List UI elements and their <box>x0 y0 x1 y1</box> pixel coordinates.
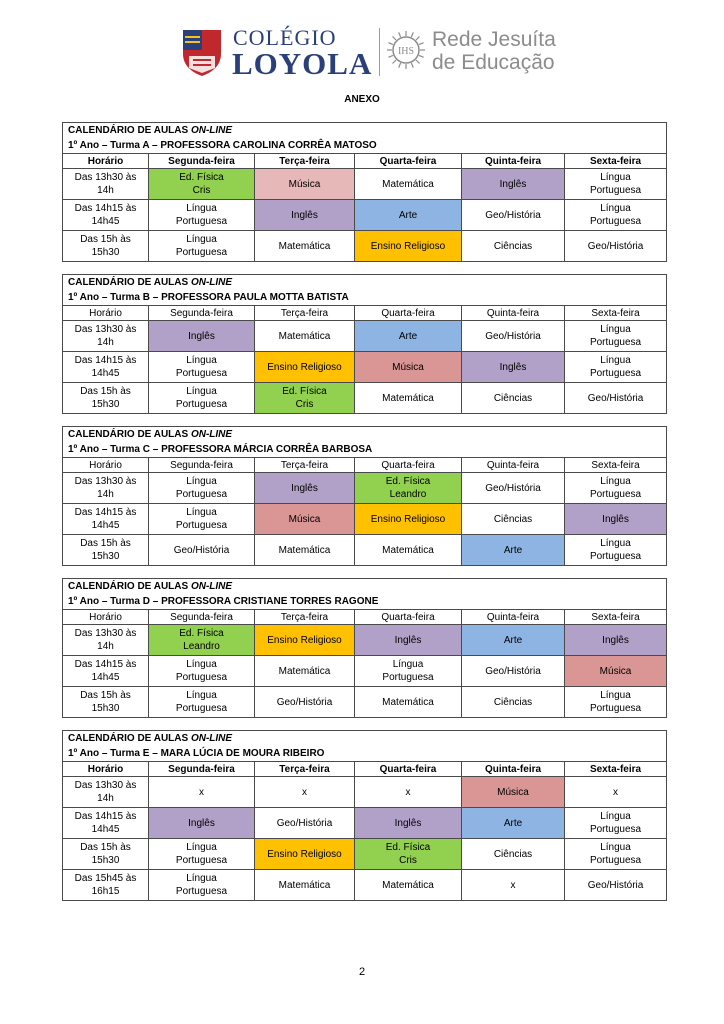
table-row <box>63 839 667 870</box>
class-cell: Música <box>565 656 667 687</box>
table-row <box>63 383 667 414</box>
table-title: CALENDÁRIO DE AULAS ON-LINE <box>63 123 667 139</box>
schedule-table-turma-c <box>62 426 667 566</box>
col-header-terca: Terça-feira <box>255 762 355 777</box>
class-cell: Geo/História <box>565 231 667 262</box>
time-cell: Das 14h15 às 14h45 <box>63 352 149 383</box>
class-cell: Ensino Religioso <box>255 839 355 870</box>
class-cell: Inglês <box>255 473 355 504</box>
class-cell: Ed. Física Leandro <box>355 473 462 504</box>
class-cell: Matemática <box>355 870 462 901</box>
schedule-table-turma-b <box>62 274 667 414</box>
time-cell: Das 15h às 15h30 <box>63 839 149 870</box>
network-name-line2: de Educação <box>432 51 555 74</box>
class-cell: Inglês <box>355 625 462 656</box>
col-header-segunda: Segunda-feira <box>149 610 255 625</box>
class-cell: Geo/História <box>462 200 565 231</box>
class-cell: Língua Portuguesa <box>149 656 255 687</box>
schedule-table-turma-a <box>62 122 667 262</box>
table-title: CALENDÁRIO DE AULAS ON-LINE <box>63 427 667 443</box>
class-cell: Arte <box>462 535 565 566</box>
class-cell: Língua Portuguesa <box>565 808 667 839</box>
time-cell: Das 14h15 às 14h45 <box>63 200 149 231</box>
header-row <box>63 154 667 169</box>
col-header-terca: Terça-feira <box>255 154 355 169</box>
class-cell: Ensino Religioso <box>355 504 462 535</box>
class-cell: Língua Portuguesa <box>565 535 667 566</box>
class-cell: Língua Portuguesa <box>149 383 255 414</box>
class-cell: Arte <box>355 321 462 352</box>
class-cell: Língua Portuguesa <box>149 870 255 901</box>
class-cell: Língua Portuguesa <box>565 839 667 870</box>
table-row <box>63 625 667 656</box>
class-cell: x <box>255 777 355 808</box>
class-cell: Ciências <box>462 839 565 870</box>
col-header-quinta: Quinta-feira <box>462 306 565 321</box>
class-cell: Geo/História <box>255 808 355 839</box>
col-header-quarta: Quarta-feira <box>355 610 462 625</box>
class-cell: Geo/História <box>462 321 565 352</box>
col-header-terca: Terça-feira <box>255 610 355 625</box>
table-row <box>63 504 667 535</box>
class-cell: Ciências <box>462 383 565 414</box>
col-header-sexta: Sexta-feira <box>565 458 667 473</box>
class-cell: Arte <box>355 200 462 231</box>
time-cell: Das 14h15 às 14h45 <box>63 504 149 535</box>
class-cell: Ciências <box>462 231 565 262</box>
class-cell: Geo/História <box>255 687 355 718</box>
table-title: CALENDÁRIO DE AULAS ON-LINE <box>63 579 667 595</box>
class-cell: Língua Portuguesa <box>149 352 255 383</box>
table-row <box>63 687 667 718</box>
class-cell: Matemática <box>255 231 355 262</box>
schedule-table-turma-d <box>62 578 667 718</box>
class-cell: x <box>355 777 462 808</box>
class-cell: Inglês <box>565 504 667 535</box>
class-cell: Língua Portuguesa <box>149 200 255 231</box>
class-cell: Língua Portuguesa <box>149 839 255 870</box>
class-cell: Língua Portuguesa <box>565 169 667 200</box>
time-cell: Das 15h45 às 16h15 <box>63 870 149 901</box>
school-name-line2: LOYOLA <box>232 46 373 81</box>
class-cell: x <box>149 777 255 808</box>
class-cell: Matemática <box>355 383 462 414</box>
table-subtitle: 1º Ano – Turma A – PROFESSORA CAROLINA CORRÊA MATOSO <box>63 138 667 154</box>
table-row <box>63 870 667 901</box>
class-cell: Língua Portuguesa <box>149 231 255 262</box>
class-cell: Ed. Física Cris <box>149 169 255 200</box>
class-cell: Ed. Física Cris <box>255 383 355 414</box>
class-cell: Ensino Religioso <box>255 625 355 656</box>
class-cell: Geo/História <box>462 656 565 687</box>
col-header-segunda: Segunda-feira <box>149 306 255 321</box>
class-cell: Música <box>462 777 565 808</box>
class-cell: Ensino Religioso <box>355 231 462 262</box>
page-number: 2 <box>358 966 366 978</box>
col-header-horario: Horário <box>63 306 149 321</box>
table-subtitle: 1º Ano – Turma D – PROFESSORA CRISTIANE TORRES RAGONE <box>63 594 667 610</box>
class-cell: Língua Portuguesa <box>565 687 667 718</box>
class-cell: Língua Portuguesa <box>565 200 667 231</box>
header-row <box>63 458 667 473</box>
class-cell: Inglês <box>149 321 255 352</box>
class-cell: Ed. Física Leandro <box>149 625 255 656</box>
time-cell: Das 13h30 às 14h <box>63 777 149 808</box>
table-row <box>63 473 667 504</box>
class-cell: Matemática <box>355 535 462 566</box>
class-cell: Inglês <box>255 200 355 231</box>
class-cell: Geo/História <box>149 535 255 566</box>
class-cell: Música <box>355 352 462 383</box>
class-cell: Língua Portuguesa <box>355 656 462 687</box>
class-cell: Matemática <box>255 321 355 352</box>
time-cell: Das 14h15 às 14h45 <box>63 808 149 839</box>
class-cell: Inglês <box>462 169 565 200</box>
col-header-horario: Horário <box>63 762 149 777</box>
col-header-horario: Horário <box>63 154 149 169</box>
table-title: CALENDÁRIO DE AULAS ON-LINE <box>63 731 667 747</box>
col-header-sexta: Sexta-feira <box>565 762 667 777</box>
col-header-segunda: Segunda-feira <box>149 154 255 169</box>
class-cell: x <box>462 870 565 901</box>
class-cell: Inglês <box>355 808 462 839</box>
col-header-segunda: Segunda-feira <box>149 762 255 777</box>
col-header-sexta: Sexta-feira <box>565 154 667 169</box>
class-cell: Música <box>255 169 355 200</box>
header-row <box>63 610 667 625</box>
class-cell: Língua Portuguesa <box>149 473 255 504</box>
time-cell: Das 13h30 às 14h <box>63 169 149 200</box>
time-cell: Das 13h30 às 14h <box>63 321 149 352</box>
class-cell: Matemática <box>355 687 462 718</box>
table-row <box>63 656 667 687</box>
col-header-quinta: Quinta-feira <box>462 458 565 473</box>
svg-text:IHS: IHS <box>397 46 415 57</box>
logo-divider <box>379 28 380 76</box>
table-row <box>63 352 667 383</box>
table-row <box>63 321 667 352</box>
class-cell: Geo/História <box>462 473 565 504</box>
class-cell: Língua Portuguesa <box>565 321 667 352</box>
time-cell: Das 14h15 às 14h45 <box>63 656 149 687</box>
class-cell: Língua Portuguesa <box>149 504 255 535</box>
col-header-segunda: Segunda-feira <box>149 458 255 473</box>
col-header-horario: Horário <box>63 610 149 625</box>
table-row <box>63 535 667 566</box>
time-cell: Das 15h às 15h30 <box>63 687 149 718</box>
header-row <box>63 306 667 321</box>
class-cell: Geo/História <box>565 870 667 901</box>
table-row <box>63 200 667 231</box>
table-subtitle: 1º Ano – Turma E – MARA LÚCIA DE MOURA RIBEIRO <box>63 746 667 762</box>
time-cell: Das 13h30 às 14h <box>63 473 149 504</box>
col-header-quarta: Quarta-feira <box>355 306 462 321</box>
class-cell: Geo/História <box>565 383 667 414</box>
class-cell: x <box>565 777 667 808</box>
table-row <box>63 777 667 808</box>
page-header <box>0 22 724 82</box>
col-header-terca: Terça-feira <box>255 306 355 321</box>
class-cell: Matemática <box>255 656 355 687</box>
table-subtitle: 1º Ano – Turma C – PROFESSORA MÁRCIA CORRÊA BARBOSA <box>63 442 667 458</box>
col-header-quarta: Quarta-feira <box>355 458 462 473</box>
col-header-horario: Horário <box>63 458 149 473</box>
class-cell: Inglês <box>462 352 565 383</box>
table-row <box>63 169 667 200</box>
class-cell: Ciências <box>462 687 565 718</box>
class-cell: Música <box>255 504 355 535</box>
class-cell: Matemática <box>355 169 462 200</box>
class-cell: Inglês <box>565 625 667 656</box>
class-cell: Ciências <box>462 504 565 535</box>
col-header-quinta: Quinta-feira <box>462 762 565 777</box>
class-cell: Matemática <box>255 870 355 901</box>
table-title: CALENDÁRIO DE AULAS ON-LINE <box>63 275 667 291</box>
table-subtitle: 1º Ano – Turma B – PROFESSORA PAULA MOTTA BATISTA <box>63 290 667 306</box>
table-row <box>63 231 667 262</box>
col-header-sexta: Sexta-feira <box>565 306 667 321</box>
class-cell: Matemática <box>255 535 355 566</box>
school-name-line1: COLÉGIO <box>233 25 337 50</box>
colegio-loyola-shield-icon <box>181 28 223 78</box>
header-row <box>63 762 667 777</box>
col-header-quinta: Quinta-feira <box>462 610 565 625</box>
col-header-quarta: Quarta-feira <box>355 154 462 169</box>
class-cell: Ed. Física Cris <box>355 839 462 870</box>
time-cell: Das 15h às 15h30 <box>63 535 149 566</box>
class-cell: Ensino Religioso <box>255 352 355 383</box>
class-cell: Inglês <box>149 808 255 839</box>
time-cell: Das 15h às 15h30 <box>63 383 149 414</box>
col-header-sexta: Sexta-feira <box>565 610 667 625</box>
class-cell: Língua Portuguesa <box>149 687 255 718</box>
network-name-line1: Rede Jesuíta <box>432 28 556 51</box>
col-header-quinta: Quinta-feira <box>462 154 565 169</box>
col-header-terca: Terça-feira <box>255 458 355 473</box>
col-header-quarta: Quarta-feira <box>355 762 462 777</box>
time-cell: Das 13h30 às 14h <box>63 625 149 656</box>
jesuit-seal-icon <box>386 30 426 70</box>
class-cell: Língua Portuguesa <box>565 352 667 383</box>
class-cell: Arte <box>462 808 565 839</box>
class-cell: Língua Portuguesa <box>565 473 667 504</box>
schedule-table-turma-e <box>62 730 667 901</box>
time-cell: Das 15h às 15h30 <box>63 231 149 262</box>
annex-title: ANEXO <box>344 94 380 105</box>
class-cell: Arte <box>462 625 565 656</box>
table-row <box>63 808 667 839</box>
